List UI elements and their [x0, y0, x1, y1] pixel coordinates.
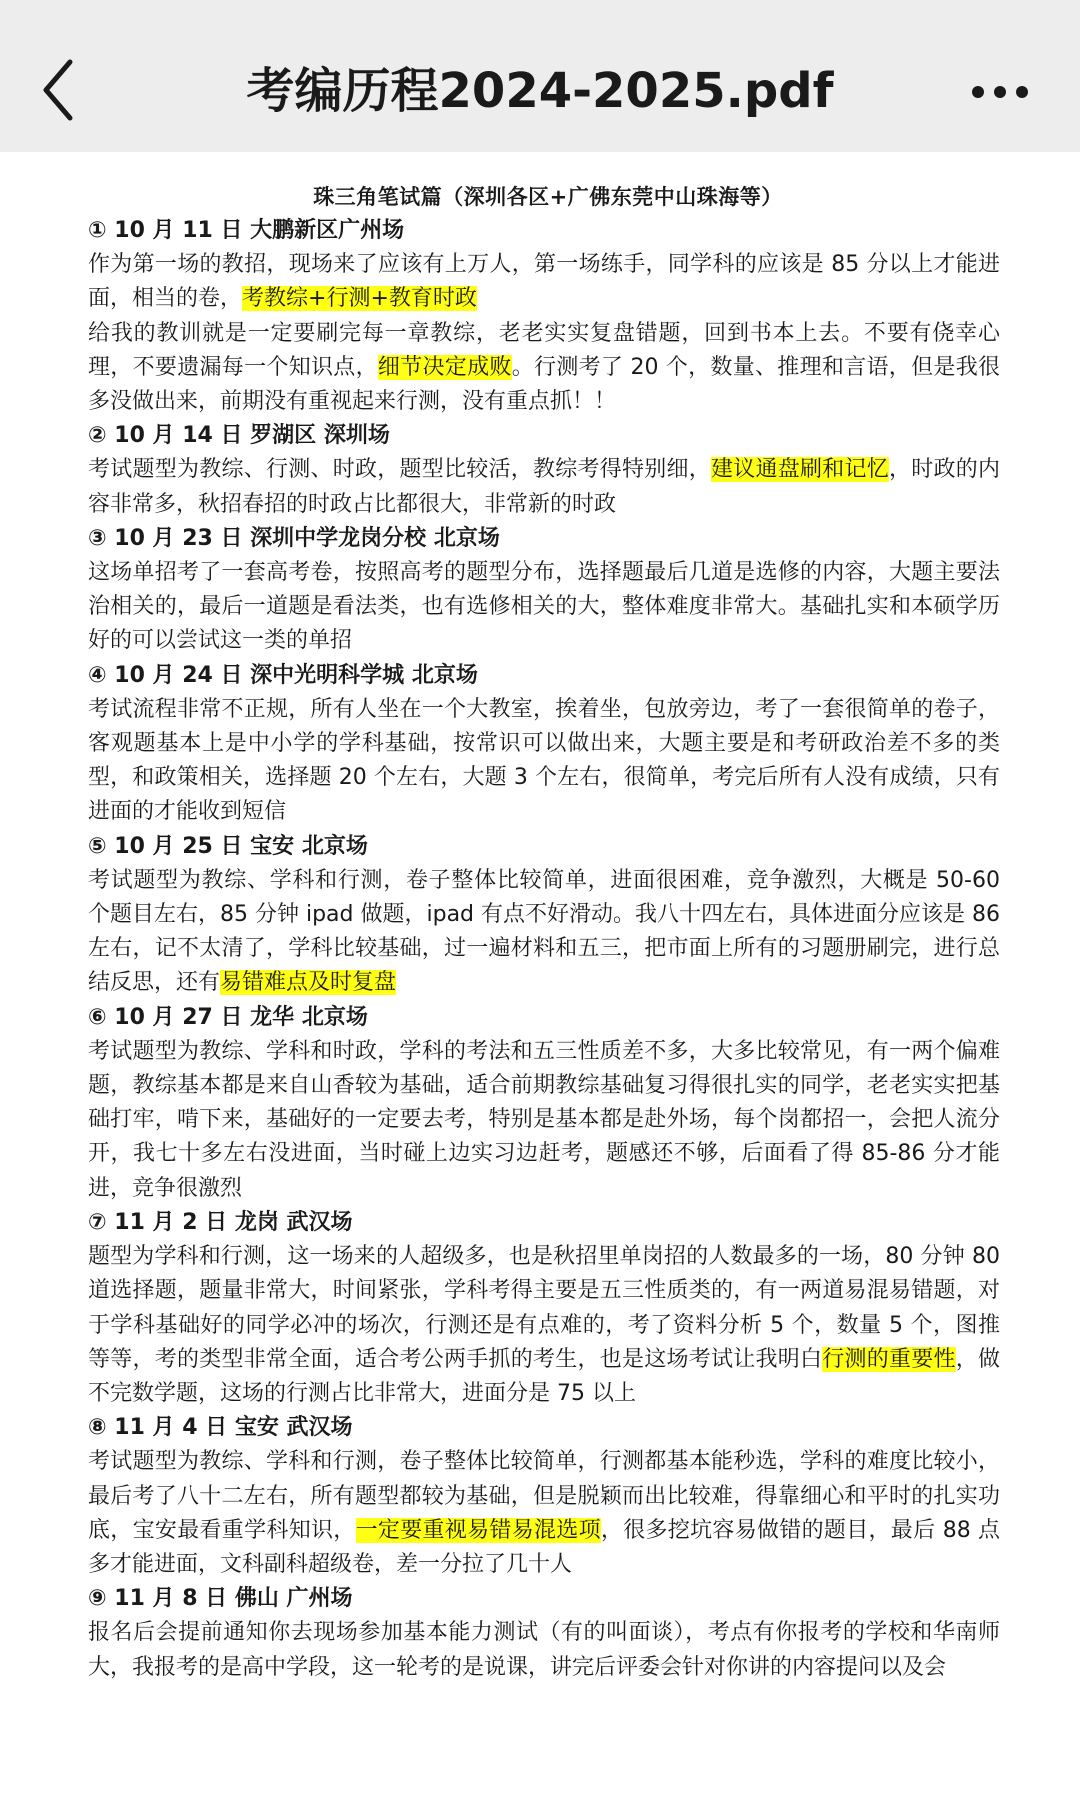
paragraph-text: 考试题型为教综、学科和时政，学科的考法和五三性质差不多，大多比较常见，有一两个偏难题，教综基本都是来自山香较为基础，适合前期教综基础复习得很扎实的同学，老老实实把基础打牢，啃下来，基础好的一定要去考，特别是基本都是赴外场，每个岗都招一，会把人流分开，我七十多左右没进面，当时碰上边实习边赶考，题感还不够，后面看了得 85-86 分才能进，竞争很激烈 — [88, 1038, 1000, 1201]
highlighted-text: 建议通盘刷和记忆 — [710, 457, 889, 483]
section-paragraph — [88, 1240, 1000, 1411]
section-paragraph — [88, 864, 1000, 1001]
section-heading: ③ 10 月 23 日 深圳中学龙岗分校 北京场 — [88, 525, 500, 551]
section-heading: ② 10 月 14 日 罗湖区 深圳场 — [88, 423, 390, 449]
highlighted-text: 考教综+行测+教育时政 — [242, 286, 477, 312]
section — [88, 419, 1000, 522]
highlighted-text: 行测的重要性 — [822, 1346, 956, 1372]
section-heading: ⑧ 11 月 4 日 宝安 武汉场 — [88, 1415, 353, 1441]
section-paragraph — [88, 1616, 1000, 1684]
more-options-button[interactable] — [968, 72, 1032, 112]
paragraph-text: 考试题型为教综、学科和行测，卷子整体比较简单，进面很困难，竞争激烈，大概是 50-60 个题目左右，85 分钟 ipad 做题，ipad 有点不好滑动。我八十四左右，具体进面分应该是 86 左右，记不太清了，学科比较基础，过一遍材料和五三，把市面上所有的习题册刷完，进行总结反思，还有 — [88, 867, 1001, 996]
back-button[interactable] — [40, 58, 80, 122]
section — [88, 830, 1000, 1001]
paragraph-text: 作为第一场的教招，现场来了应该有上万人，第一场练手，同学科的应该是 85 分以上才能进面，相当的卷， — [88, 252, 1000, 312]
paragraph-text: 给我的教训就是一定要刷完每一章教综，老老实实复盘错题，回到书本上去。不要有侥幸心理，不要遗漏每一个知识点， — [88, 320, 1000, 380]
paragraph-text: 考试题型为教综、行测、时政，题型比较活，教综考得特别细， — [88, 457, 711, 483]
section-paragraph — [88, 1445, 1000, 1582]
section-paragraph — [88, 248, 1000, 316]
section-heading: ① 10 月 11 日 大鹏新区广州场 — [88, 218, 405, 243]
document-title: 考编历程2024-2025.pdf — [246, 63, 834, 119]
section-heading: ⑤ 10 月 25 日 宝安 北京场 — [88, 833, 368, 859]
highlighted-text: 细节决定成败 — [377, 354, 512, 380]
paragraph-text: 题型为学科和行测，这一场来的人超级多，也是秋招里单岗招的人数最多的一场，80 分钟 80 道选择题，题量非常大，时间紧张，学科考得主要是五三性质类的，有一两道易混易错题，对于学科基础好的同学必冲的场次，行测还是有点难的，考了资料分析 5 个，数量 5 个，图推等等，考的类型非常全面，适合考公两手抓的考生，也是这场考试让我明白 — [88, 1244, 1000, 1372]
section-paragraph — [88, 453, 1000, 521]
paragraph-text: ，时政的内容非常多，秋招春招的时政占比都很大，非常新的时政 — [88, 457, 1000, 517]
paragraph-text: ，做不完数学题，这场的行测占比非常大，进面分是 75 以上 — [88, 1346, 1000, 1406]
section-paragraph — [88, 317, 1000, 420]
section — [88, 214, 1000, 419]
more-horizontal-icon — [968, 72, 1032, 112]
section — [88, 659, 1000, 830]
paragraph-text: ，很多挖坑容易做错的题目，最后 88 点多才能进面，文科副科超级卷，差一分拉了几十人 — [88, 1517, 1000, 1577]
paragraph-text: 报名后会提前通知你去现场参加基本能力测试（有的叫面谈），考点有你报考的学校和华南师大，我报考的是高中学段，这一轮考的是说课，讲完后评委会针对你讲的内容提问以及会 — [88, 1620, 1000, 1680]
section-paragraph — [88, 1035, 1000, 1206]
section — [88, 1411, 1000, 1582]
section — [88, 1001, 1000, 1206]
section-heading: ⑥ 10 月 27 日 龙华 北京场 — [88, 1004, 368, 1030]
paragraph-text: 这场单招考了一套高考卷，按照高考的题型分布，选择题最后几道是选修的内容，大题主要法治相关的，最后一道题是看法类，也有选修相关的大，整体难度非常大。基础扎实和本硕学历好的可以尝试这一类的单招 — [88, 560, 1000, 654]
page-heading: 珠三角笔试篇（深圳各区+广佛东莞中山珠海等） — [313, 185, 783, 209]
section — [88, 1582, 1000, 1685]
app-header — [0, 0, 1080, 152]
section — [88, 522, 1000, 659]
paragraph-text: 考试题型为教综、学科和行测，卷子整体比较简单，行测都基本能秒选，学科的难度比较小，最后考了八十二左右，所有题型都较为基础，但是脱颖而出比较难，得靠细心和平时的扎实功底，宝安最看重学科知识， — [88, 1449, 1000, 1543]
section-heading: ⑨ 11 月 8 日 佛山 广州场 — [88, 1586, 353, 1612]
section-list — [88, 214, 1000, 1685]
paragraph-text: 。行测考了 20 个，数量、推理和言语，但是我很多没做出来，前期没有重视起来行测，没有重点抓！！ — [88, 354, 1000, 415]
paragraph-text: 考试流程非常不正规，所有人坐在一个大教室，挨着坐，包放旁边，考了一套很简单的卷子，客观题基本上是中小学的学科基础，按常识可以做出来，大题主要是和考研政治差不多的类型，和政策相关，选择题 20 个左右，大题 3 个左右，很简单，考完后所有人没有成绩，只有进面的才能收到短信 — [88, 696, 1000, 825]
section-paragraph — [88, 556, 1000, 659]
highlighted-text: 一定要重视易错易混选项 — [355, 1517, 601, 1543]
chevron-left-icon — [40, 58, 80, 122]
section — [88, 1206, 1000, 1411]
section-heading: ⑦ 11 月 2 日 龙岗 武汉场 — [88, 1209, 353, 1235]
section-paragraph — [88, 693, 1000, 830]
highlighted-text: 易错难点及时复盘 — [220, 970, 397, 996]
section-heading: ④ 10 月 24 日 深中光明科学城 北京场 — [88, 662, 478, 688]
document-page[interactable] — [88, 180, 1000, 1685]
